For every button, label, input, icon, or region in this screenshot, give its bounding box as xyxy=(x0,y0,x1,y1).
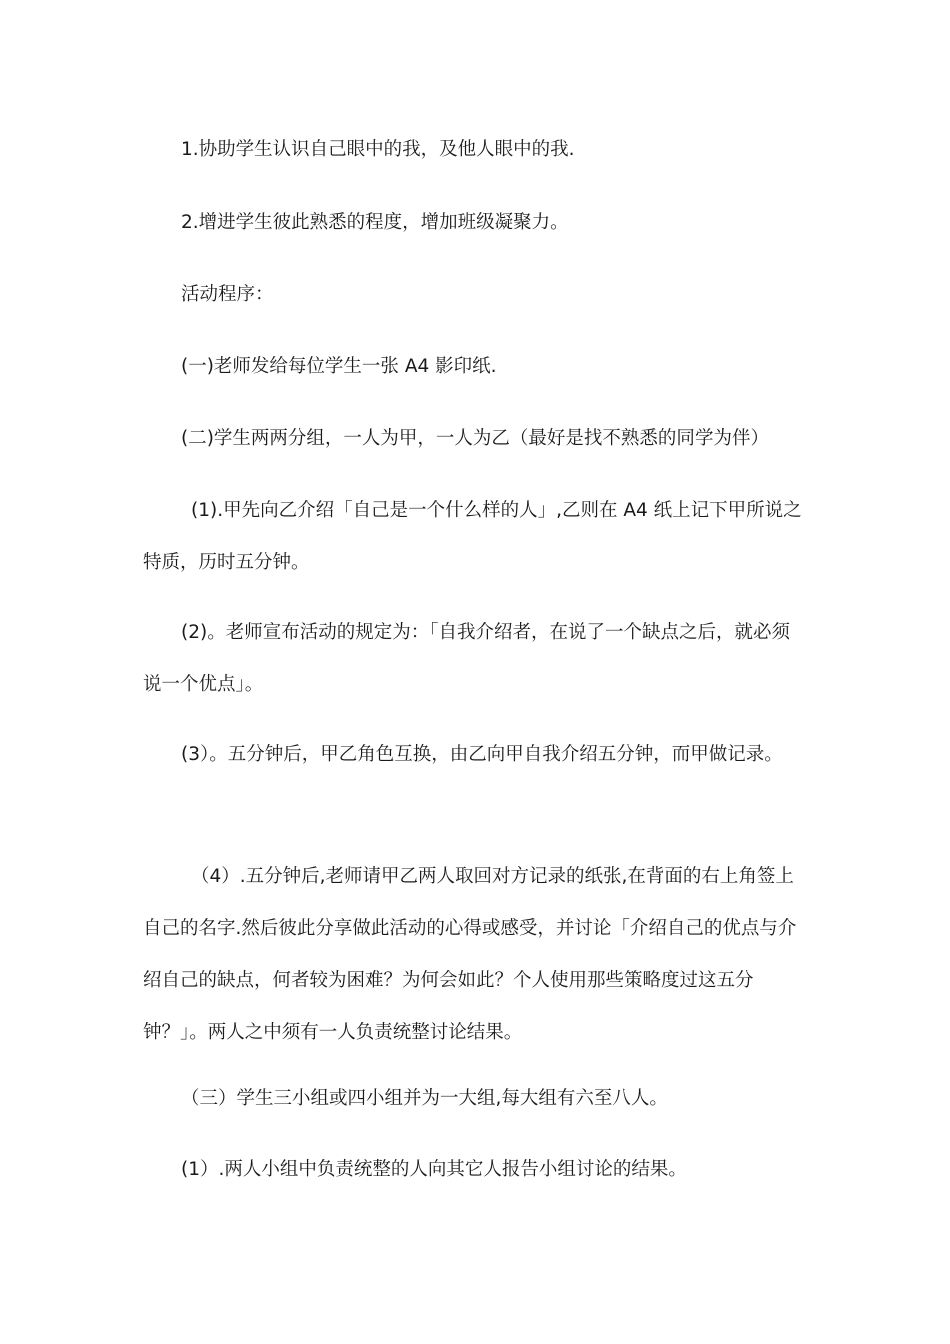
paragraph-step-1: (一)老师发给每位学生一张 A4 影印纸. xyxy=(181,356,497,377)
paragraph-step-2-sub-1: (1).甲先向乙介绍「自己是一个什么样的人」,乙则在 A4 纸上记下甲所说之特质，历时五分钟。 xyxy=(143,500,802,573)
paragraph-step-2: (二)学生两两分组，一人为甲，一人为乙（最好是找不熟悉的同学为伴） xyxy=(181,428,769,449)
paragraph-objective-1: 1.协助学生认识自己眼中的我，及他人眼中的我. xyxy=(181,139,575,160)
paragraph-step-2-sub-2: (2)。老师宣布活动的规定为：「自我介绍者，在说了一个缺点之后，就必须说一个优点」。 xyxy=(143,622,790,695)
paragraph-step-3-sub-1: (1）.两人小组中负责统整的人向其它人报告小组讨论的结果。 xyxy=(181,1159,687,1180)
paragraph-step-2-sub-4: （4）.五分钟后,老师请甲乙两人取回对方记录的纸张,在背面的右上角签上自己的名字.然后彼此分享做此活动的心得或感受，并讨论「介绍自己的优点与介绍自己的缺点，何者较为困难？为何会如此？个人使用那些策略度过这五分钟？」。两人之中须有一人负责统整讨论结果。 xyxy=(143,866,797,1043)
paragraph-step-3: （三）学生三小组或四小组并为一大组,每大组有六至八人。 xyxy=(181,1088,668,1109)
paragraph-procedure-heading: 活动程序： xyxy=(181,284,274,305)
paragraph-objective-2: 2.增进学生彼此熟悉的程度，增加班级凝聚力。 xyxy=(181,212,569,233)
paragraph-step-2-sub-3: (3）。五分钟后，甲乙角色互换，由乙向甲自我介绍五分钟，而甲做记录。 xyxy=(181,744,783,765)
